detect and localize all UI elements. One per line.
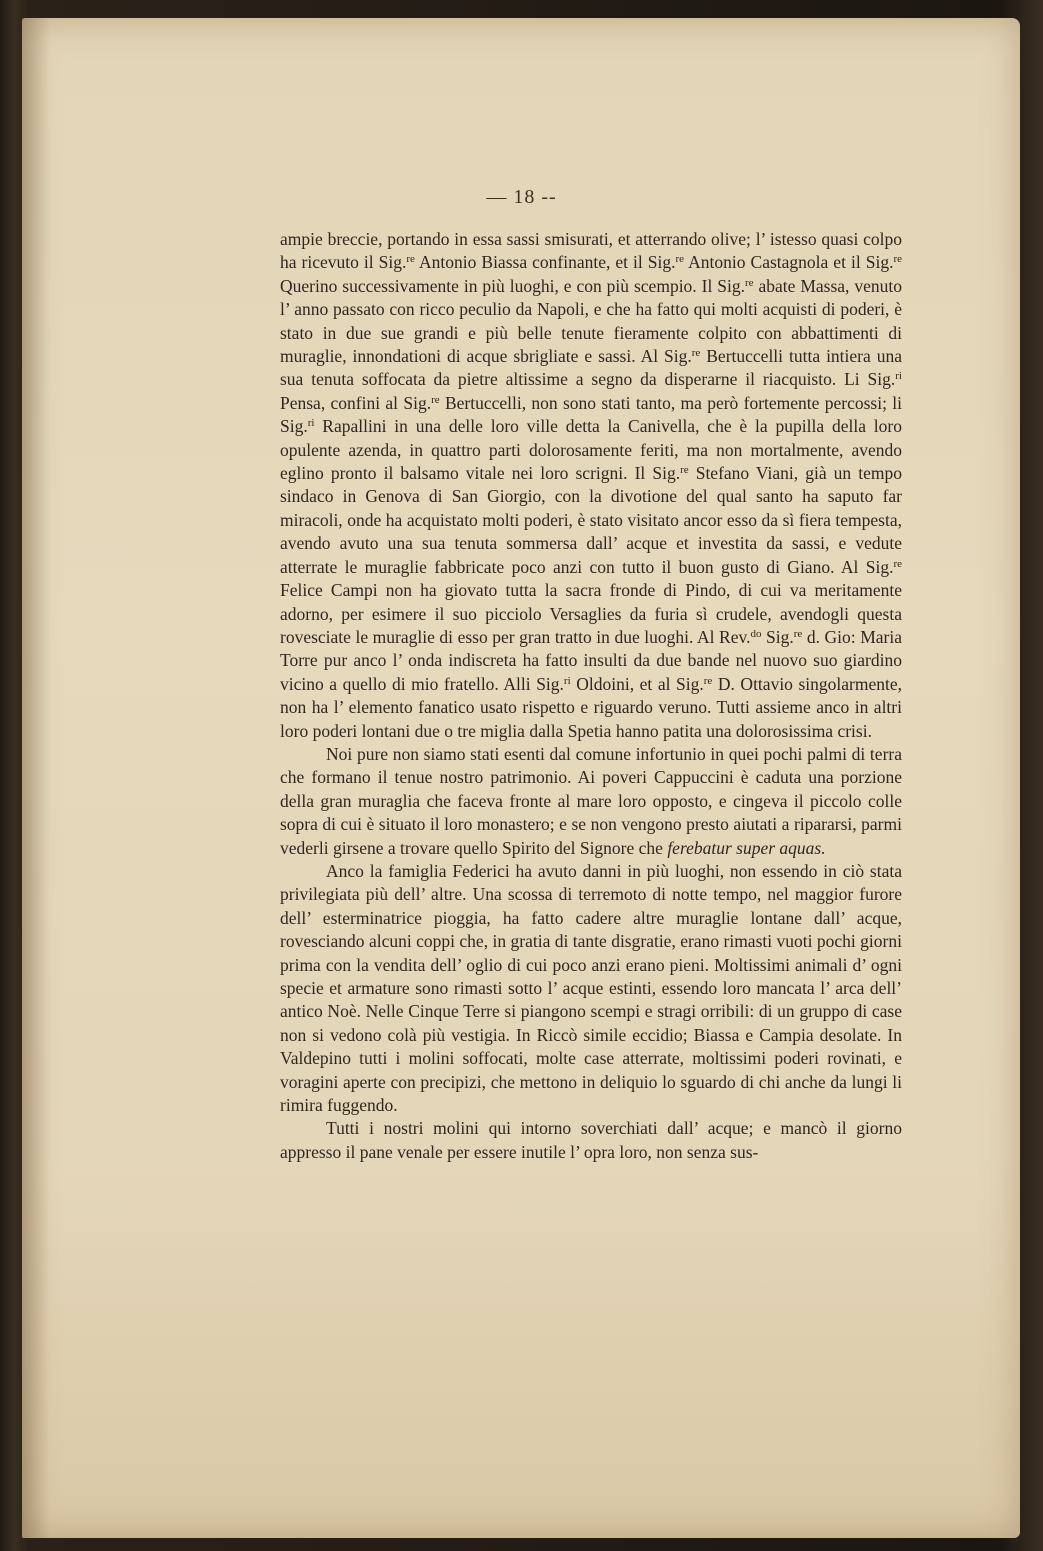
superscript-abbrev: ri xyxy=(307,417,315,430)
page-number: — 18 -- xyxy=(486,186,557,208)
superscript-abbrev: re xyxy=(680,464,689,477)
superscript-abbrev: ri xyxy=(563,674,571,687)
superscript-abbrev: do xyxy=(750,627,762,640)
superscript-abbrev: re xyxy=(793,627,803,640)
superscript-abbrev: re xyxy=(406,253,415,266)
paragraph: Noi pure non siamo stati esenti dal comune infortunio in quei pochi palmi di terra che formano il tenue nostro patrimonio. Ai poveri Cappuccini è caduta una porzione della gran muraglia che faceva fronte al mare loro opposto, e cingeva il piccolo colle sopra di cui è situato il loro monastero; e se non vengono presto aiutati a ripararsi, parmi vederli girsene a trovare quello Spirito del Signore che ferebatur super aquas. xyxy=(280,743,902,858)
superscript-abbrev: re xyxy=(893,253,902,266)
superscript-abbrev: re xyxy=(703,674,713,687)
italic-phrase: ferebatur super aquas. xyxy=(667,837,826,858)
superscript-abbrev: re xyxy=(893,557,902,570)
body-text xyxy=(280,228,902,1164)
superscript-abbrev: re xyxy=(675,253,685,266)
paragraph: ampie breccie, portando in essa sassi smisurati, et atterrando olive; l’ istesso quasi colpo ha ricevuto il Sig.$^{re}$ Antonio Biassa confinante, et il Sig.$^{re}$ Antonio Castagnola et il Sig.$^{re}$ Querino successivamente in più luoghi, e con più scempio. Il Sig.$^{re}$ abate Massa, venuto l’ anno passato con ricco peculio da Napoli, e che ha fatto qui molti acquisti di poderi, è stato in due sue grandi e più belle tenute fieramente colpito con abbattimenti di muraglie, innondationi di acque sbrigliate e sassi. Al Sig.$^{re}$ Bertuccelli tutta intiera una sua tenuta soffocata da pietre altissime a segno da disperarne il riacquisto. Li Sig.$^{ri}$ Pensa, confini al Sig.$^{re}$ Bertuccelli, non sono stati tanto, ma però fortemente percossi; li Sig.$^{ri}$ Rapallini in una delle loro ville detta la Canivella, che è la pupilla della loro opulente azenda, in quattro parti dolorosamente feriti, ma non mortalmente, avendo eglino pronto il balsamo vitale nei loro scrigni. Il Sig.$^{re}$ Stefano Viani, già un tempo sindaco in Genova di San Giorgio, con la divotione del qual santo ha saputo far miracoli, onde ha acquistato molti poderi, è stato visitato ancor esso da sì fiera tempesta, avendo avuto una sua tenuta sommersa dall’ acque et investita da sassi, e vedute atterrate le muraglie fabbricate poco anzi con tutto il buon gusto di Giano. Al Sig.$^{re}$ Felice Campi non ha giovato tutta la sacra fronde di Pindo, di cui va meritamente adorno, per esimere il suo picciolo Versaglies da furia sì crudele, avendogli questa rovesciate le muraglie di esso per gran tratto in due luoghi. Al Rev.$^{do}$ Sig.$^{re}$ d. Gio: Maria Torre pur anco l’ onda indiscreta ha fatto insulti da due bande nel nuovo suo giardino vicino a quello di mio fratello. Alli Sig.$^{ri}$ Oldoini, et al Sig.$^{re}$ D. Ottavio singolarmente, non ha l’ elemento fanatico usato rispetto e riguardo veruno. Tutti assieme anco in altri loro poderi lontani due o tre miglia dalla Spetia hanno patita una dolorosissima crisi. xyxy=(280,229,903,741)
superscript-abbrev: re xyxy=(744,276,754,289)
paragraph: Tutti i nostri molini qui intorno soverchiati dall’ acque; e mancò il giorno appresso il pane venale per essere inutile l’ opra loro, non senza sus- xyxy=(280,1118,902,1162)
superscript-abbrev: re xyxy=(431,393,440,406)
paragraph: Anco la famiglia Federici ha avuto danni in più luoghi, non essendo in ciò stata privilegiata più dell’ altre. Una scossa di terremoto di notte tempo, nel maggior furore dell’ esterminatrice pioggia, ha fatto cadere altre muraglie lontane dall’ acque, rovesciando alcuni coppi che, in gratia di tante disgratie, erano rimasti vuoti pochi giorni prima con la vendita dell’ oglio di cui poco anzi erano pieni. Moltissimi animali d’ ogni specie et armature sono rimasti sotto l’ acque estinti, essendo loro mancata l’ arca dell’ antico Noè. Nelle Cinque Terre si piangono scempi e stragi orribili: di un gruppo di case non si vedono colà più vestigia. In Riccò simile eccidio; Biassa e Campia desolate. In Valdepino tutti i molini soffocati, molte case atterrate, moltissimi poderi rovinati, e voragini aperte con precipizi, che mettono in deliquio lo sguardo di chi anche da lungi li rimira fuggendo. xyxy=(280,860,902,1116)
superscript-abbrev: re xyxy=(691,347,701,360)
superscript-abbrev: ri xyxy=(895,370,902,383)
